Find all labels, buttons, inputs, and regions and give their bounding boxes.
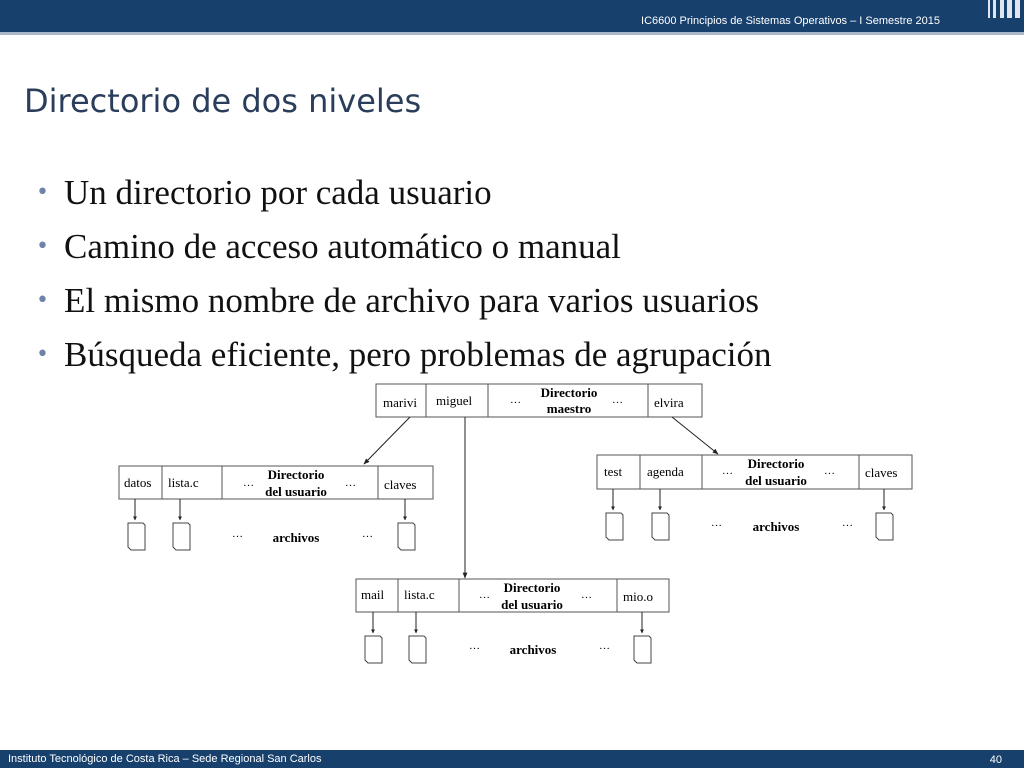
bottom-cell-lista: lista.c: [404, 587, 435, 602]
left-files-ellipsis-2: …: [362, 528, 373, 540]
master-ellipsis-left: …: [510, 394, 521, 406]
footer-institution: Instituto Tecnológico de Costa Rica – Sede Regional San Carlos: [8, 753, 322, 765]
user-directory-left: [119, 466, 433, 550]
file-icon: [365, 636, 382, 663]
bottom-files-ellipsis-1: …: [469, 640, 480, 652]
footer-bar: [0, 750, 1024, 768]
left-cell-claves: claves: [384, 477, 417, 492]
master-cell-marivi: marivi: [383, 395, 417, 410]
bullet-item: • Camino de acceso automático o manual: [36, 220, 772, 274]
left-label-2: del usuario: [265, 484, 327, 499]
pointer-marivi: [364, 417, 410, 464]
master-cell-miguel: miguel: [436, 393, 473, 408]
right-cell-test: test: [604, 464, 623, 479]
file-icon: [128, 523, 145, 550]
file-icon: [173, 523, 190, 550]
right-files-label: archivos: [752, 519, 800, 534]
file-icon: [876, 513, 893, 540]
left-ellipsis-1: …: [243, 477, 254, 489]
right-ellipsis-1: …: [722, 465, 733, 477]
master-label-line2: maestro: [546, 401, 592, 416]
right-label-2: del usuario: [745, 473, 807, 488]
file-icon: [409, 636, 426, 663]
bullet-icon: •: [36, 234, 49, 259]
master-ellipsis-right: …: [612, 394, 623, 406]
bottom-label-1: Directorio: [503, 580, 561, 595]
bullet-item: • El mismo nombre de archivo para varios usuarios: [36, 274, 772, 328]
right-label-1: Directorio: [747, 456, 805, 471]
left-files-ellipsis-1: …: [232, 528, 243, 540]
bottom-label-2: del usuario: [501, 597, 563, 612]
master-cell-elvira: elvira: [654, 395, 684, 410]
file-icon: [652, 513, 669, 540]
left-cell-datos: datos: [124, 475, 152, 490]
bottom-ellipsis-1: …: [479, 589, 490, 601]
bullet-icon: •: [36, 288, 49, 313]
course-title: IC6600 Principios de Sistemas Operativos – I Semestre 2015: [641, 15, 940, 27]
slide-title: Directorio de dos niveles: [24, 82, 422, 120]
right-files-ellipsis-1: …: [711, 517, 722, 529]
file-icon: [398, 523, 415, 550]
right-ellipsis-2: …: [824, 465, 835, 477]
bottom-cell-mail: mail: [361, 587, 385, 602]
left-label-1: Directorio: [267, 467, 325, 482]
bottom-cell-mio: mio.o: [623, 589, 653, 604]
bottom-ellipsis-2: …: [581, 589, 592, 601]
right-cell-agenda: agenda: [647, 464, 684, 479]
page-number: 40: [989, 754, 1002, 766]
bullet-icon: •: [36, 180, 49, 205]
bullet-icon: •: [36, 342, 49, 367]
left-ellipsis-2: …: [345, 477, 356, 489]
master-label-line1: Directorio: [540, 385, 598, 400]
user-directory-bottom: [356, 579, 669, 663]
bottom-files-label: archivos: [509, 642, 557, 657]
right-cell-claves: claves: [865, 465, 898, 480]
left-files-label: archivos: [272, 530, 320, 545]
file-icon: [634, 636, 651, 663]
right-files-ellipsis-2: …: [842, 517, 853, 529]
bullet-item: • Un directorio por cada usuario: [36, 166, 772, 220]
bottom-files-ellipsis-2: …: [599, 640, 610, 652]
bullet-item: • Búsqueda eficiente, pero problemas de agrupación: [36, 328, 772, 382]
master-directory: [376, 384, 702, 417]
user-directory-right: [597, 455, 912, 540]
left-cell-lista: lista.c: [168, 475, 199, 490]
pointer-elvira: [672, 417, 718, 454]
file-icon: [606, 513, 623, 540]
